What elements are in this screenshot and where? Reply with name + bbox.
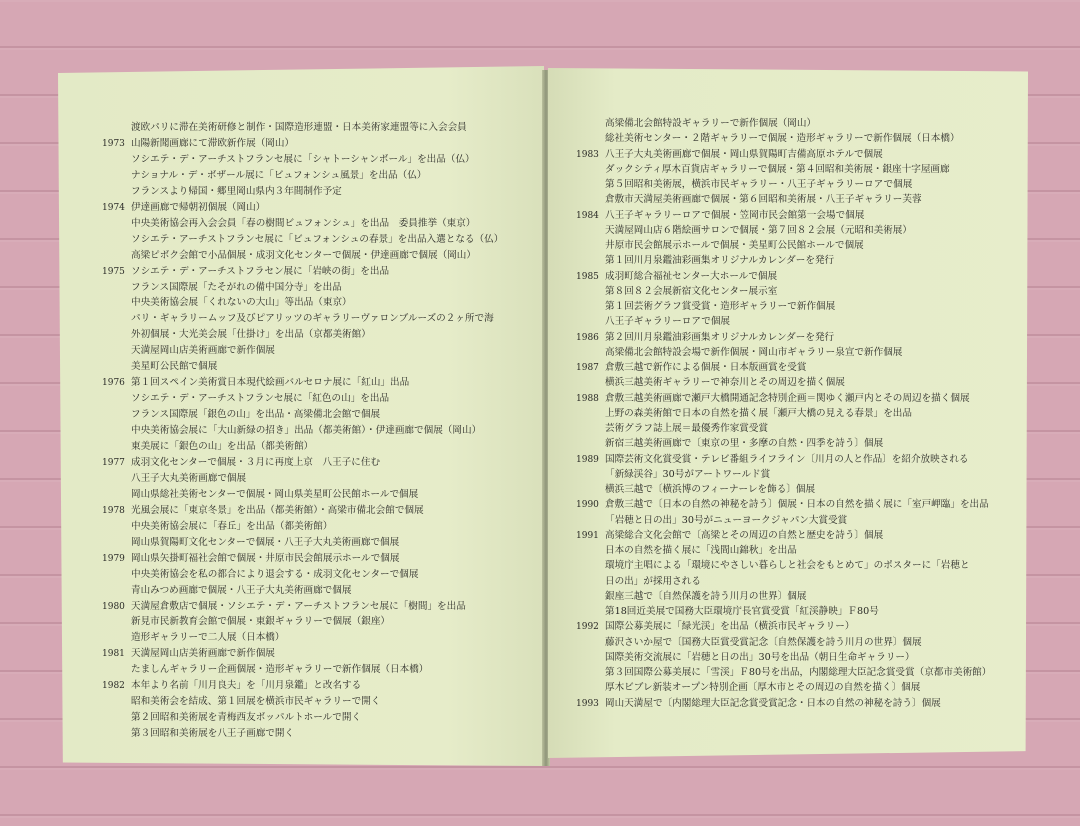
- chronology-entry-text: 第２回川月泉鑑油彩画集オリジナルカレンダーを発行: [605, 331, 835, 343]
- chronology-entry-text: 成羽町総合福祉センター大ホールで個展: [605, 270, 778, 282]
- chronology-entry-text: 上野の森美術館で日本の自然を描く展「瀬戸大橋の見える春景」を出品: [605, 407, 912, 419]
- chronology-entry-text: 八王子大丸美術画廊で個展・岡山県賀陽町吉備高原ホテルで個展: [605, 148, 883, 160]
- chronology-entry-text: 新見市民新教育会館で個展・東銀ギャラリーで個展（銀座）: [131, 616, 391, 628]
- chronology-entry-text: 山陽新聞画廊にて滞欧新作展（岡山）: [131, 137, 295, 149]
- chronology-entry-text: ソシエテ・デ・アーチストフランセ展に「紅色の山」を出品: [131, 393, 390, 405]
- chronology-entry-text: 倉敷市天満屋美術画廊で個展・第６回昭和美術展・八王子ギャラリー芙蓉: [605, 194, 922, 206]
- chronology-entry-text: フランス国際展「たそがれの備中国分寺」を出品: [131, 281, 342, 293]
- chronology-entry-text: ナショナル・デ・ボザール展に「ビュフォンシュ風景」を出品（仏）: [131, 169, 427, 181]
- chronology-entry-text: 中央美術協会展「くれないの大山」等出品（東京）: [131, 297, 352, 309]
- chronology-entry-text: 第３回国際公募美展に「雪渓」Ｆ80号を出品，内閣総理大臣記念賞受賞（京都市美術館）: [605, 667, 992, 678]
- chronology-entry-text: 倉敷三越で〔日本の自然の神秘を詩う〕個展・日本の自然を描く展に「室戸岬臨」を出品: [605, 499, 989, 511]
- chronology-entry-text: 天満屋倉敷店で個展・ソシエテ・デ・アーチストフランセ展に「樹間」を出品: [131, 600, 466, 612]
- chronology-entry-text: 第２回昭和美術展を青梅西友ボッパルトホールで開く: [131, 712, 362, 724]
- chronology-entry-text: 天満屋岡山店美術画廊で新作個展: [131, 648, 275, 660]
- chronology-entry-text: 光風会展に「東京冬景」を出品（都美術館）・高梁市備北会館で個展: [131, 504, 424, 516]
- chronology-year: 1986: [576, 332, 599, 343]
- chronology-entry-text: 八王子ギャラリーロアで個展: [605, 316, 731, 328]
- chronology-entry-text: ソシエテ・アーチストフランセ展に「ビュフォンシュの春景」を出品入選となる（仏）: [131, 233, 504, 245]
- chronology-year: 1987: [576, 363, 599, 373]
- chronology-entry-text: 高梁総合文化会館で〔高梁とその周辺の自然と歴史を詩う〕個展: [605, 529, 884, 541]
- chronology-entry-text: 日の出」が採用される: [605, 575, 701, 587]
- chronology-entry-text: フランス国際展「銀色の山」を出品・高梁備北会館で個展: [131, 409, 381, 421]
- chronology-entry-text: 岡山県賀陽町文化センターで個展・八王子大丸美術画廊で個展: [131, 536, 400, 548]
- chronology-year: 1975: [102, 266, 125, 277]
- chronology-year: 1992: [576, 622, 599, 633]
- chronology-year: 1980: [102, 601, 125, 612]
- chronology-entry-text: 芸術グラフ誌上展＝最優秀作家賞受賞: [605, 423, 769, 434]
- chronology-entry-text: 美星町公民館で個展: [131, 361, 218, 373]
- chronology-entry-text: 成羽文化センターで個展・３月に再度上京 八王子に住む: [131, 456, 381, 468]
- chronology-entry-text: 厚木ビブレ新装オープン特別企画〔厚木市とその周辺の自然を描く〕個展: [605, 682, 921, 694]
- chronology-year: 1993: [576, 698, 599, 709]
- chronology-year: 1982: [102, 681, 125, 692]
- chronology-year: 1981: [102, 649, 125, 660]
- chronology-entry-text: 国際公募美展に「緑光渓」を出品（横浜市民ギャラリー）: [605, 621, 855, 633]
- chronology-year: 1983: [576, 149, 599, 160]
- chronology-entry-text: 第５回昭和美術展，横浜市民ギャラリー・八王子ギャラリーロアで個展: [605, 179, 913, 190]
- chronology-entry-text: 「岩穂と日の出」30号がニューヨークジャパン大賞受賞: [605, 514, 848, 526]
- chronology-year: 1985: [576, 271, 599, 282]
- chronology-year: 1979: [102, 553, 125, 564]
- chronology-entry-text: 第１回川月泉鑑油彩画集オリジナルカレンダーを発行: [605, 255, 835, 267]
- chronology-entry-text: 高梁ピボク会館で小品個展・成羽文化センターで個展・伊達画廊で個展（岡山）: [131, 249, 476, 261]
- chronology-entry-text: 造形ギャラリーで二人展（日本橋）: [131, 632, 285, 644]
- chronology-entry-text: 横浜三越で〔横浜博のフィーナーレを飾る〕個展: [605, 484, 816, 495]
- chronology-year: 1988: [576, 393, 599, 404]
- chronology-entry-text: 第１回スペイン美術賞日本現代絵画バルセロナ展に「紅山」出品: [131, 377, 410, 389]
- chronology-entry-text: 岡山天満屋で〔内閣総理大臣記念賞受賞記念・日本の自然の神秘を詩う〕個展: [605, 697, 941, 709]
- chronology-entry-text: 「新緑渓谷」30号がアートワールド賞: [605, 468, 771, 480]
- chronology-entry-text: 昭和美術会を結成、第１回展を横浜市民ギャラリーで開く: [131, 696, 381, 708]
- chronology-entry-text: 中央美術協会展に「大山新緑の招き」出品（都美術館）・伊達画廊で個展（岡山）: [131, 425, 482, 437]
- chronology-entry-text: フランスより帰国・郷里岡山県内３年間制作予定: [131, 185, 342, 197]
- chronology-entry-text: 第８回８２会展新宿文化センター展示室: [605, 285, 778, 297]
- chronology-entry-text: 倉敷三越美術画廊で瀬戸大橋開通記念特別企画＝関ゆく瀬戸内とその周辺を描く個展: [605, 392, 970, 404]
- chronology-entry-text: 外初個展・大光美会展「仕掛け」を出品（京都美術館）: [131, 329, 371, 341]
- chronology-entry-text: 第１回芸術グラフ賞受賞・造形ギャラリーで新作個展: [605, 301, 836, 312]
- chronology-entry-text: たましんギャラリー企画個展・造形ギャラリーで新作個展（日本橋）: [131, 664, 429, 676]
- chronology-year: 1989: [576, 454, 599, 465]
- chronology-entry-text: 第18回近美展で国務大臣環境庁長官賞受賞「紅渓静映」Ｆ80号: [605, 606, 879, 617]
- chronology-entry-text: 本年より名前「川月良夫」を「川月泉鑑」と改名する: [131, 680, 362, 692]
- chronology-entry-text: 東美展に「銀色の山」を出品（都美術館）: [131, 441, 314, 452]
- chronology-entry-text: 総社美術センター・２階ギャラリーで個展・造形ギャラリーで新作個展（日本橋）: [605, 133, 960, 145]
- chronology-entry-text: 伊達画廊で帰朝初個展（岡山）: [131, 201, 266, 213]
- chronology-year: 1974: [102, 202, 125, 213]
- chronology-year: 1973: [102, 138, 125, 149]
- chronology-entry-text: 第３回昭和美術展を八王子画廊で開く: [131, 728, 295, 740]
- chronology-entry-text: 高梁備北会館特設ギャラリーで新作個展（岡山）: [605, 118, 817, 129]
- chronology-entry-text: 青山みつめ画廊で個展・八王子大丸美術画廊で個展: [131, 584, 352, 596]
- chronology-entry-text: パリ・ギャラリームッフ及びピアリッツのギャラリーヴァロンブルーズの２ヶ所で海: [131, 313, 494, 325]
- chronology-entry-text: 銀座三越で〔自然保護を詩う川月の世界〕個展: [605, 590, 807, 602]
- chronology-entry-text: 中央美術協会展に「春丘」を出品（都美術館）: [131, 520, 333, 532]
- chronology-entry-text: 八王子大丸美術画廊で個展: [131, 472, 247, 484]
- chronology-year: 1991: [576, 530, 599, 541]
- chronology-entry-text: 横浜三越美術ギャラリーで神奈川とその周辺を描く個展: [605, 377, 845, 389]
- chronology-entry-text: 井原市民会館展示ホールで個展・美星町公民館ホールで個展: [605, 240, 864, 251]
- chronology-entry-text: 中央美術協会を私の都合により退会する・成羽文化センターで個展: [131, 568, 419, 580]
- chronology-entry-text: 藤沢さいか屋で〔国務大臣賞受賞記念〔自然保護を詩う川月の世界〕個展: [605, 636, 922, 648]
- chronology-entry-text: ソシエテ・デ・アーチストフランセ展に「シャトーシャンボール」を出品（仏）: [131, 153, 475, 165]
- chronology-entry-text: 国際美術交流展に「岩穂と日の出」30号を出品（朝日生命ギャラリー）: [605, 651, 915, 663]
- chronology-year: 1990: [576, 500, 599, 511]
- chronology-year: 1976: [102, 378, 125, 389]
- chronology-entry-text: 中央美術協会再入会会員「春の樹間ビュフォンシュ」を出品 委員推挙（東京）: [131, 217, 476, 229]
- chronology-entry-text: 環境庁主唱による「環境にやさしい暮らしと社会をもとめて」のポスターに「岩穂と: [605, 560, 970, 572]
- chronology-entry-text: 新宿三越美術画廊で〔東京の里・多摩の自然・四季を詩う〕個展: [605, 438, 884, 450]
- chronology-entry-text: ソシエテ・デ・アーチストフラセン展に「岩峡の街」を出品: [131, 265, 390, 277]
- chronology-entry-text: 高梁備北会館特設会場で新作個展・岡山市ギャラリー泉宣で新作個展: [605, 346, 903, 358]
- chronology-year: 1978: [102, 505, 125, 516]
- chronology-entry-text: 八王子ギャラリーロアで個展・笠岡市民会館第一会場で個展: [605, 209, 865, 221]
- chronology-year: 1984: [576, 210, 599, 221]
- chronology-entry-text: 国際芸術文化賞受賞・テレビ番組ライフライン〔川月の人と作品〕を紹介放映される: [605, 453, 969, 465]
- chronology-entry-text: ダックシティ厚木百貨店ギャラリーで個展・第４回昭和美術展・銀座十字屋画廊: [605, 163, 950, 175]
- chronology-entry-text: 倉敷三越で新作による個展・日本版画賞を受賞: [605, 362, 807, 373]
- chronology-entry-text: 天満屋岡山店６階絵画サロンで個展・第７回８２会展（元昭和美術展）: [605, 224, 912, 236]
- chronology-entry-text: 天満屋岡山店美術画廊で新作個展: [131, 345, 275, 357]
- chronology-entry-text: 日本の自然を描く展に「浅間山錦秋」を出品: [605, 545, 797, 556]
- chronology-year: 1977: [102, 457, 125, 468]
- chronology-entry-text: 岡山県総社美術センターで個展・岡山県美星町公民館ホールで個展: [131, 488, 419, 500]
- chronology-entry-text: 岡山県矢掛町福社会館で個展・井原市民会館展示ホールで個展: [131, 552, 400, 564]
- chronology-entry-text: 渡欧パリに滞在美術研修と制作・国際造形連盟・日本美術家連盟等に入会会員: [131, 122, 467, 133]
